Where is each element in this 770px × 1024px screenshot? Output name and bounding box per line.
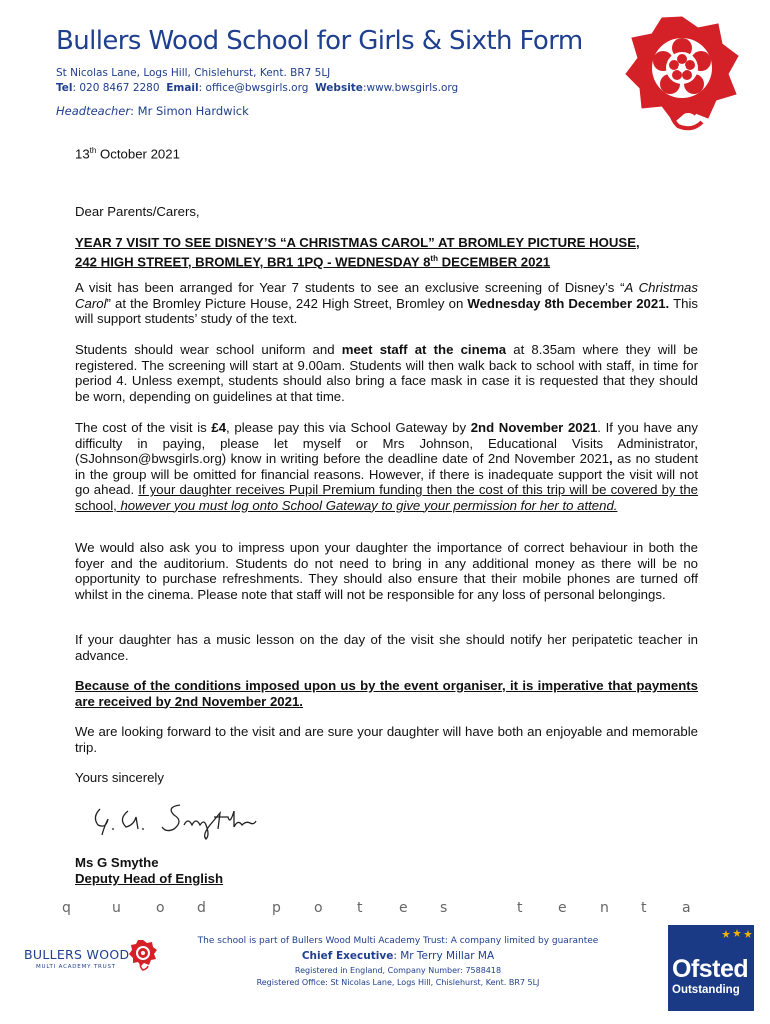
registered-office: Registered Office: St Nicolas Lane, Logs Hill, Chislehurst, Kent. BR7 5LJ [256,978,540,987]
date-day: 13 [75,146,90,162]
school-name: Bullers Wood School for Girls & Sixth Form [56,26,583,56]
p1-text-c: This will support students’ study of the text. [75,295,698,326]
paragraph-music-lesson: If your daughter has a music lesson on the day of the visit she should notify her peripatetic teacher in advance. [75,632,698,663]
date-rest: October 2021 [96,146,180,162]
tudor-rose-crest-icon [622,14,742,136]
greeting: Dear Parents/Carers, [75,204,200,219]
subject-heading [75,235,698,269]
contact-line [56,82,458,94]
p2-text-b: at 8.35am where they will be registered. The screening will start at 9.00am. Students will then walk back to school with staff, in time for period 4. Unless exempt, students should also bring a face mask in case it is requested that they should be worn, depending on guidelines at that time. [75,342,698,404]
website-label: Website [315,82,363,94]
signatory-name: Ms G Smythe [75,855,159,870]
ceo-label: Chief Executive [301,950,394,962]
p2-meet-staff: meet staff at the cinema [341,342,507,357]
headteacher-line [56,104,249,118]
motto-letter: u [112,900,121,916]
motto-letter: e [399,900,408,916]
letter-date [75,143,698,162]
p1-text-b: ” at the Bromley Picture House, 242 High Street, Bromley on [106,295,468,311]
trust-logo [22,935,162,975]
school-motto [62,900,702,920]
school-address: St Nicolas Lane, Logs Hill, Chislehurst, Kent. BR7 5LJ [56,67,331,79]
email-value: : office@bwsgirls.org [198,82,309,94]
closing: Yours sincerely [75,770,164,785]
motto-letter: o [156,900,165,916]
paragraph-visit-arranged [75,280,698,327]
ofsted-rating: Outstanding [672,984,740,996]
ofsted-wordmark: Ofsted [672,955,749,983]
ofsted-badge [668,925,754,1011]
p2-text-a: Students should wear school uniform and [75,342,342,357]
signatory-role: Deputy Head of English [75,871,224,886]
company-registration: Registered in England, Company Number: 7588418 [294,966,502,975]
trust-logo-name: BULLERS WOOD [24,947,130,962]
headteacher-value: : Mr Simon Hardwick [130,104,249,118]
date-suffix: th [89,146,97,155]
paragraph-payment-conditions: Because of the conditions imposed upon us by the event organiser, it is imperative that payments are received by 2nd November 2021. [75,678,698,709]
p1-text-a: A visit has been arranged for Year 7 students to see an exclusive screening of Disney’s “ [75,280,625,295]
p3-text-c: . If you have any difficulty in paying, please let myself or Mrs Johnson, Educational Visits Administrator, (SJohnson@bwsgirls.org) know in writing before the deadline date of 2nd November 2021 [75,420,698,466]
p3-text-b: , please pay this via School Gateway by [226,420,471,435]
p1-visit-date: Wednesday 8th December 2021. [467,295,670,311]
motto-letter: o [314,900,323,916]
trust-statement: The school is part of Bullers Wood Multi Academy Trust: A company limited by guarantee [197,936,599,946]
motto-letter: s [440,900,448,916]
handwritten-signature [88,795,268,840]
trust-logo-subtitle: MULTI ACADEMY TRUST [36,964,116,970]
p3-comma: , [609,451,613,466]
motto-letter: t [357,900,363,916]
ceo-value: : Mr Terry Millar MA [393,950,495,962]
motto-letter: n [600,900,609,916]
motto-letter: q [62,900,71,916]
ofsted-stars-icon [722,929,752,943]
p3-gateway-permission: however you must log onto School Gateway to give your permission for her to attend. [120,497,618,513]
email-label: Email [166,82,199,94]
tel-label: Tel [56,82,73,94]
p3-deadline: 2nd November 2021 [470,420,598,435]
website-value: :www.bwsgirls.org [362,82,459,94]
paragraph-behaviour: We would also ask you to impress upon your daughter the importance of correct behaviour in both the foyer and the auditorium. Students do not need to bring in any additional money as there will be no opportunity to purchase refreshments. They should also ensure that their mobile phones are turned off whilst in the cinema. Please note that staff will not be responsible for any loss of personal belongings. [75,540,698,602]
paragraph-looking-forward: We are looking forward to the visit and are sure your daughter will have both an enjoyable and memorable trip. [75,724,698,755]
paragraph-uniform [75,342,698,404]
p1-film-title: A Christmas Carol [75,280,698,311]
subject-line-2-sup: th [430,253,438,263]
motto-letter: p [272,900,281,916]
subject-line-2 [75,251,698,270]
subject-line-2-end: DECEMBER 2021 [437,253,551,269]
tel-value: : 020 8467 2280 [72,82,160,94]
p3-text-a: The cost of the visit is [75,420,212,435]
motto-letter: a [682,900,691,916]
paragraph-cost [75,420,698,513]
subject-line-2-main: 242 HIGH STREET, BROMLEY, BR1 1PQ - WEDNESDAY 8 [75,253,431,269]
motto-letter: t [641,900,647,916]
p3-cost: £4 [211,420,227,435]
chief-executive [180,950,616,962]
motto-letter: e [558,900,567,916]
subject-line-1: YEAR 7 VISIT TO SEE DISNEY’S “A CHRISTMAS CAROL” AT BROMLEY PICTURE HOUSE, [75,235,640,250]
motto-letter: t [517,900,523,916]
p3-pupil-premium: If your daughter receives Pupil Premium funding then the cost of this trip will be covered by the school, [75,482,698,513]
motto-letter: d [197,900,206,916]
p3-text-d: as no student in the group will be omitted for financial reasons. However, if there is inadequate support the visit will not go ahead. [75,451,698,497]
tudor-rose-icon [128,939,158,971]
headteacher-label: Headteacher [56,104,131,118]
